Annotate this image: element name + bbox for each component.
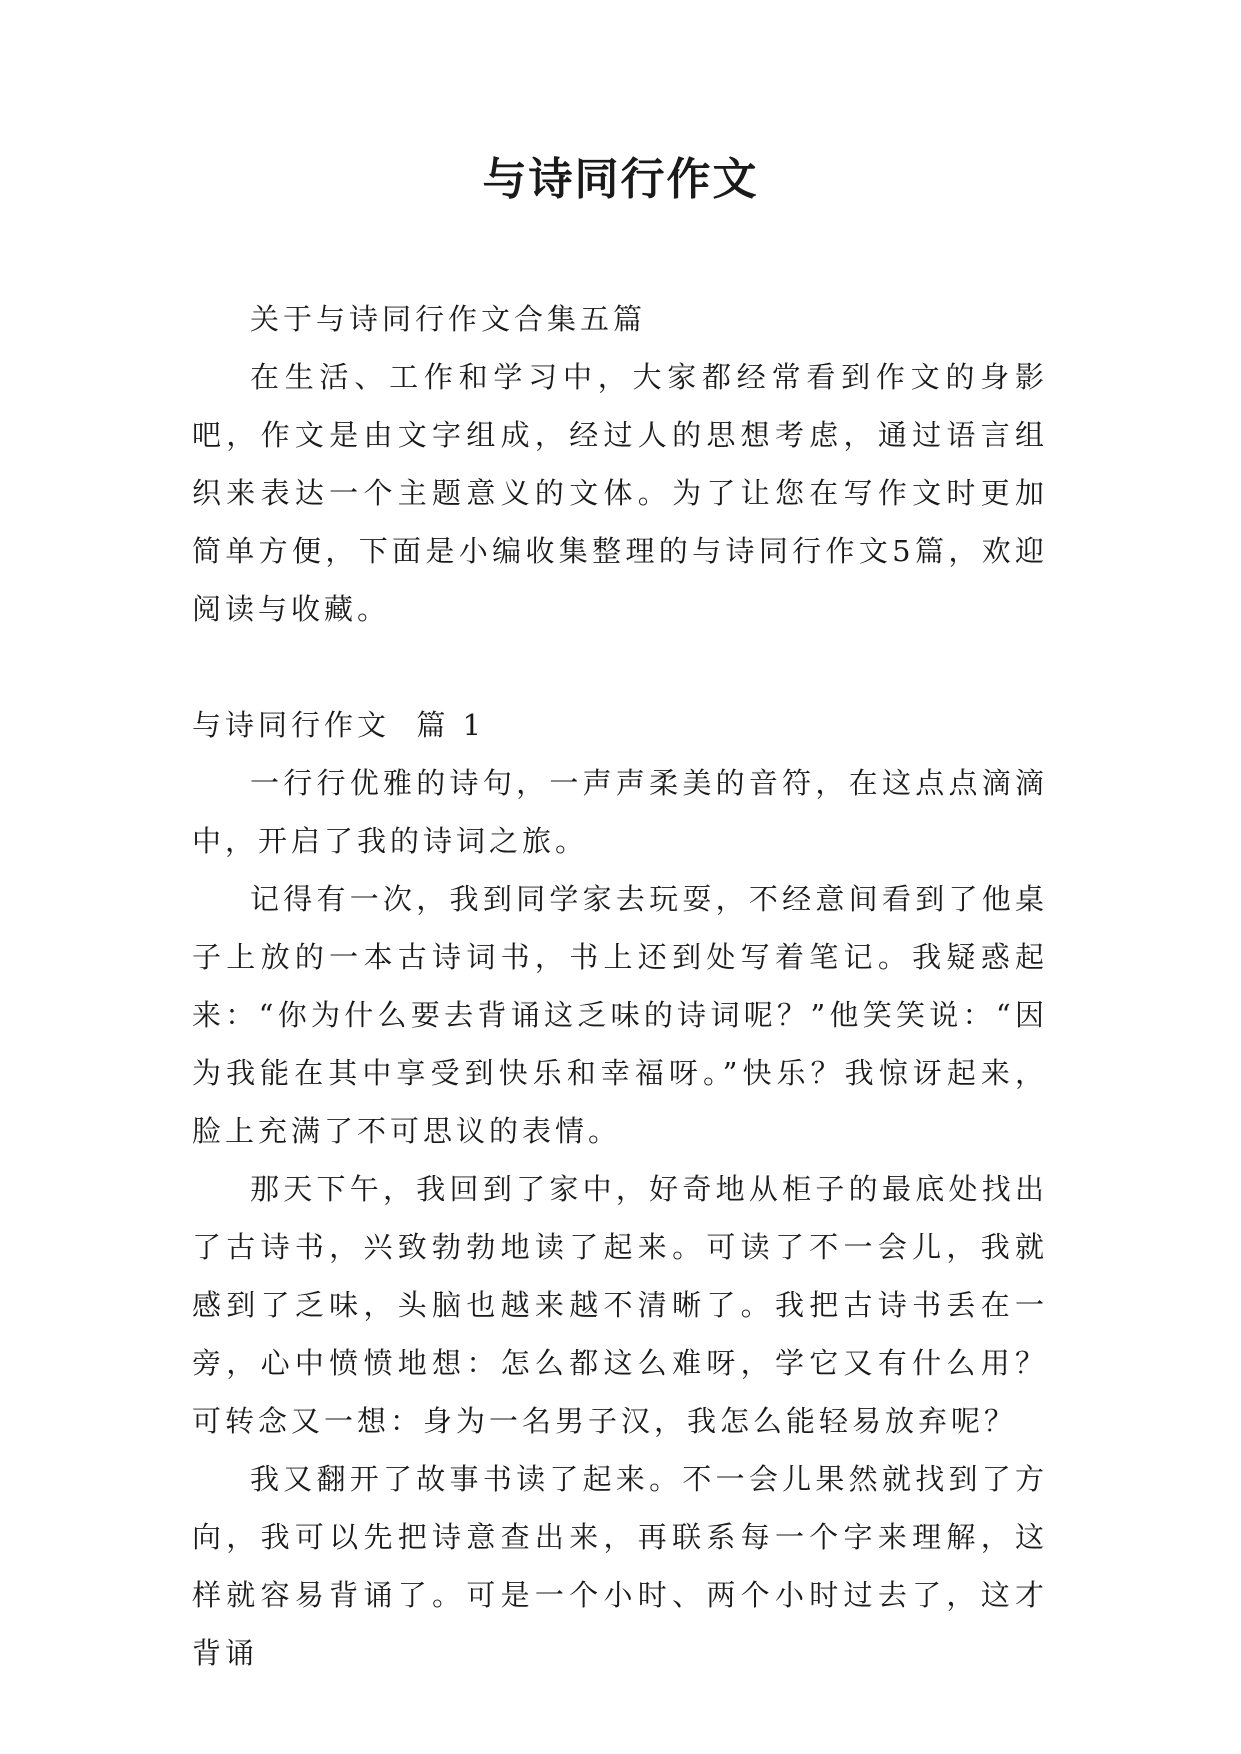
section-spacer: [192, 638, 1048, 696]
intro-paragraph: 在生活、工作和学习中，大家都经常看到作文的身影吧，作文是由文字组成，经过人的思想考虑，通过语言组织来表达一个主题意义的文体。为了让您在写作文时更加简单方便，下面是小编收集整理的与诗同行作文5篇，欢迎阅读与收藏。: [192, 360, 1048, 626]
document-body: [192, 290, 1048, 1682]
section-paragraph: 记得有一次，我到同学家去玩耍，不经意间看到了他桌子上放的一本古诗词书，书上还到处写着笔记。我疑惑起来：“你为什么要去背诵这乏味的诗词呢？”他笑笑说：“因为我能在其中享受到快乐和幸福呀。”快乐？我惊讶起来，脸上充满了不可思议的表情。: [192, 882, 1048, 1148]
section-paragraph: 一行行优雅的诗句，一声声柔美的音符，在这点点滴滴中，开启了我的诗词之旅。: [192, 766, 1048, 858]
document-title: 与诗同行作文: [482, 154, 759, 205]
section-heading: 与诗同行作文 篇 1: [192, 708, 486, 742]
intro-subtitle: 关于与诗同行作文合集五篇: [250, 302, 647, 336]
section-paragraph: 那天下午，我回到了家中，好奇地从柜子的最底处找出了古诗书，兴致勃勃地读了起来。可读了不一会儿，我就感到了乏味，头脑也越来越不清晰了。我把古诗书丢在一旁，心中愤愤地想：怎么都这么难呀，学它又有什么用？可转念又一想：身为一名男子汉，我怎么能轻易放弃呢？: [192, 1172, 1048, 1438]
section-paragraph: 我又翻开了故事书读了起来。不一会儿果然就找到了方向，我可以先把诗意查出来，再联系每一个字来理解，这样就容易背诵了。可是一个小时、两个小时过去了，这才背诵: [192, 1462, 1048, 1670]
